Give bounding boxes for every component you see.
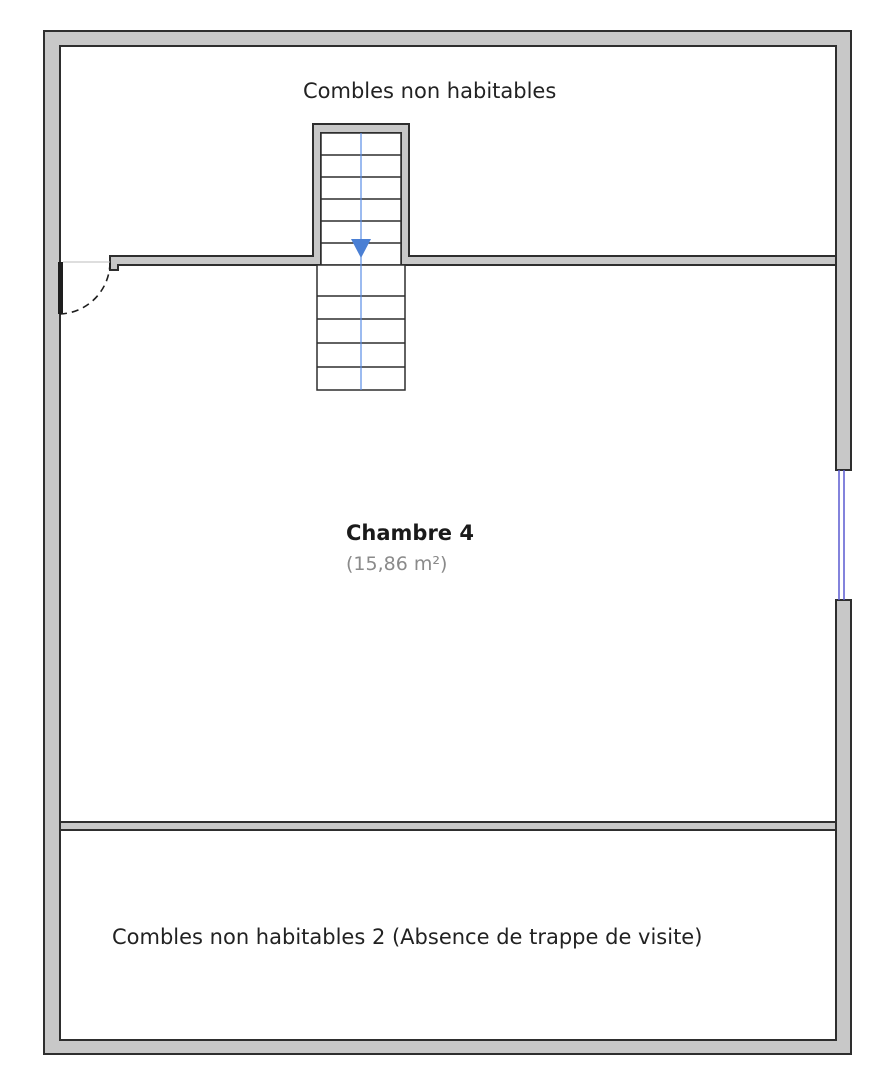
interior-wall-top	[110, 124, 836, 270]
door-swing-arc	[60, 262, 110, 314]
door-leaf	[58, 262, 63, 314]
room-label-bedroom: Chambre 4	[346, 521, 474, 545]
room-area-bedroom: (15,86 m²)	[346, 553, 448, 575]
room-label-attic-top: Combles non habitables	[303, 79, 557, 103]
room-label-attic-bottom: Combles non habitables 2 (Absence de trappe de visite)	[112, 925, 703, 949]
interior-wall-bottom	[60, 822, 836, 830]
staircase	[317, 133, 405, 390]
